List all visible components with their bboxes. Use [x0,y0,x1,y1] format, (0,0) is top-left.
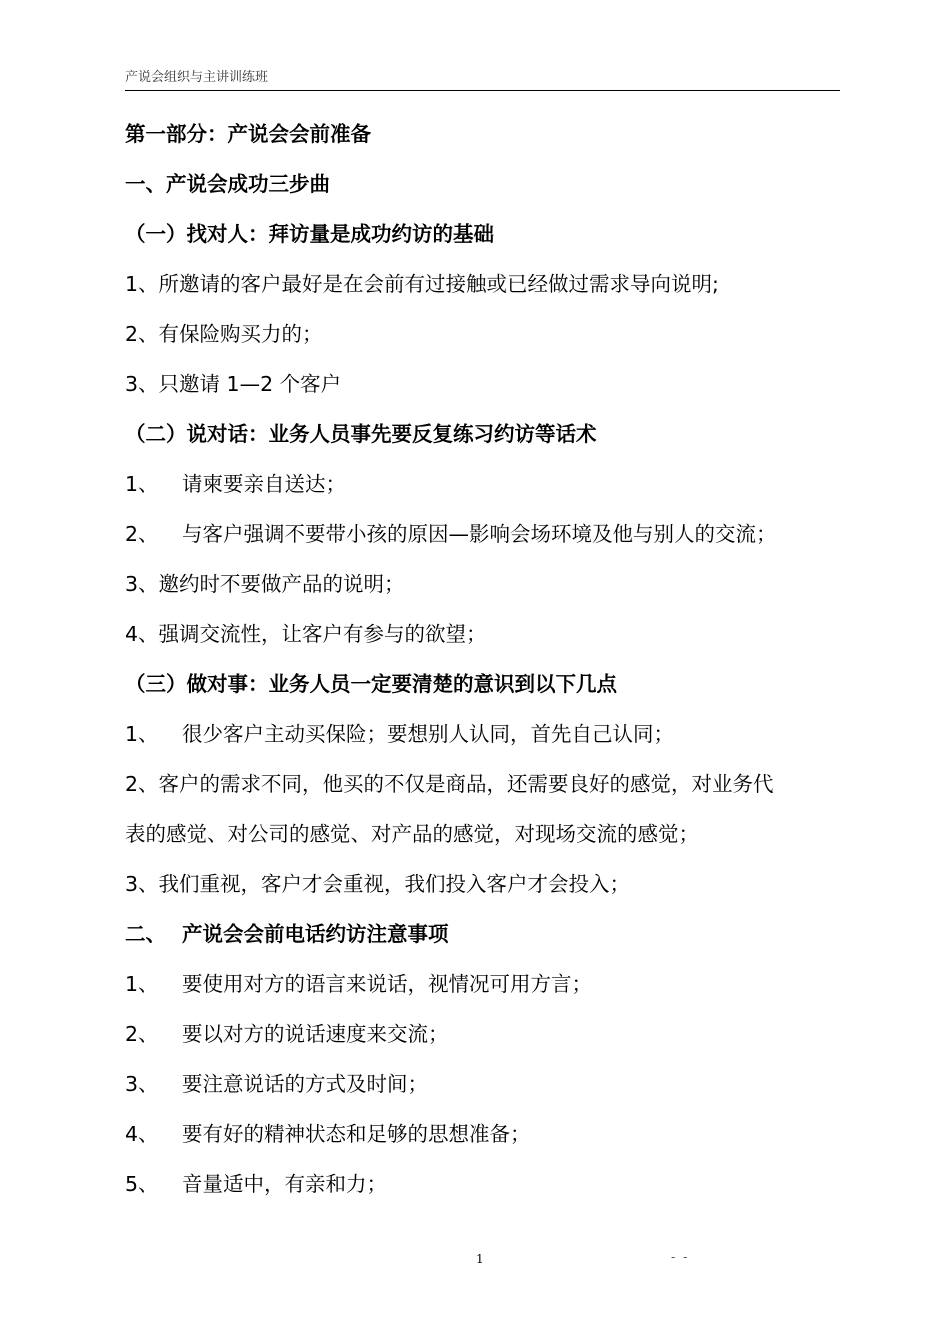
body-line [125,859,850,909]
document-body [125,109,850,1209]
body-line [125,909,850,959]
line-text: 要注意说话的方式及时间； [182,1072,428,1096]
body-line [125,959,850,1009]
line-number: 4、 [125,1122,159,1146]
line-text: 一、产说会成功三步曲 [125,172,330,196]
line-text: 与客户强调不要带小孩的原因—影响会场环境及他与别人的交流； [182,522,777,546]
line-text: 3、我们重视，客户才会重视，我们投入客户才会投入； [125,872,631,896]
line-text: 音量适中，有亲和力； [182,1172,387,1196]
line-text: （一）找对人：拜访量是成功约访的基础 [125,222,494,246]
line-text: 4、强调交流性，让客户有参与的欲望； [125,622,487,646]
body-line [125,1109,850,1159]
body-line [125,1159,850,1209]
line-text: 3、邀约时不要做产品的说明； [125,572,405,596]
line-text: 2、有保险购买力的； [125,322,323,346]
line-text: 表的感觉、对公司的感觉、对产品的感觉，对现场交流的感觉； [125,822,699,846]
body-line [125,459,850,509]
line-text: 请柬要亲自送达； [182,472,346,496]
line-number: 2、 [125,522,159,546]
body-line [125,559,850,609]
body-line [125,159,850,209]
line-text: （三）做对事：业务人员一定要清楚的意识到以下几点 [125,672,617,696]
line-text: 要使用对方的语言来说话，视情况可用方言； [182,972,592,996]
line-text: 2、客户的需求不同，他买的不仅是商品，还需要良好的感觉，对业务代 [125,772,774,796]
line-number: 1、 [125,972,159,996]
body-line [125,1009,850,1059]
page-number: 1 [476,1252,484,1266]
line-text: 1、所邀请的客户最好是在会前有过接触或已经做过需求导向说明; [125,272,719,296]
body-line [125,309,850,359]
line-text: 3、只邀请 1—2 个客户 [125,372,342,396]
body-line [125,609,850,659]
header-title: 产说会组织与主讲训练班 [125,70,269,85]
body-line [125,509,850,559]
body-line [125,759,850,809]
page-header [125,70,840,91]
line-number: 二、 [125,922,166,946]
line-text: 要有好的精神状态和足够的思想准备； [182,1122,531,1146]
line-text: 很少客户主动买保险；要想别人认同，首先自己认同； [182,722,674,746]
line-text: 第一部分：产说会会前准备 [125,122,371,146]
line-number: 5、 [125,1172,159,1196]
line-number: 1、 [125,472,159,496]
body-line [125,1059,850,1109]
footer-mark: - - [671,1250,690,1264]
body-line [125,359,850,409]
body-line [125,209,850,259]
line-text: 产说会会前电话约访注意事项 [182,922,449,946]
body-line [125,709,850,759]
body-line [125,409,850,459]
line-number: 1、 [125,722,159,746]
line-number: 3、 [125,1072,159,1096]
line-text: 要以对方的说话速度来交流； [182,1022,449,1046]
line-number: 2、 [125,1022,159,1046]
body-line [125,809,850,859]
body-line [125,259,850,309]
body-line [125,109,850,159]
line-text: （二）说对话：业务人员事先要反复练习约访等话术 [125,422,597,446]
body-line [125,659,850,709]
